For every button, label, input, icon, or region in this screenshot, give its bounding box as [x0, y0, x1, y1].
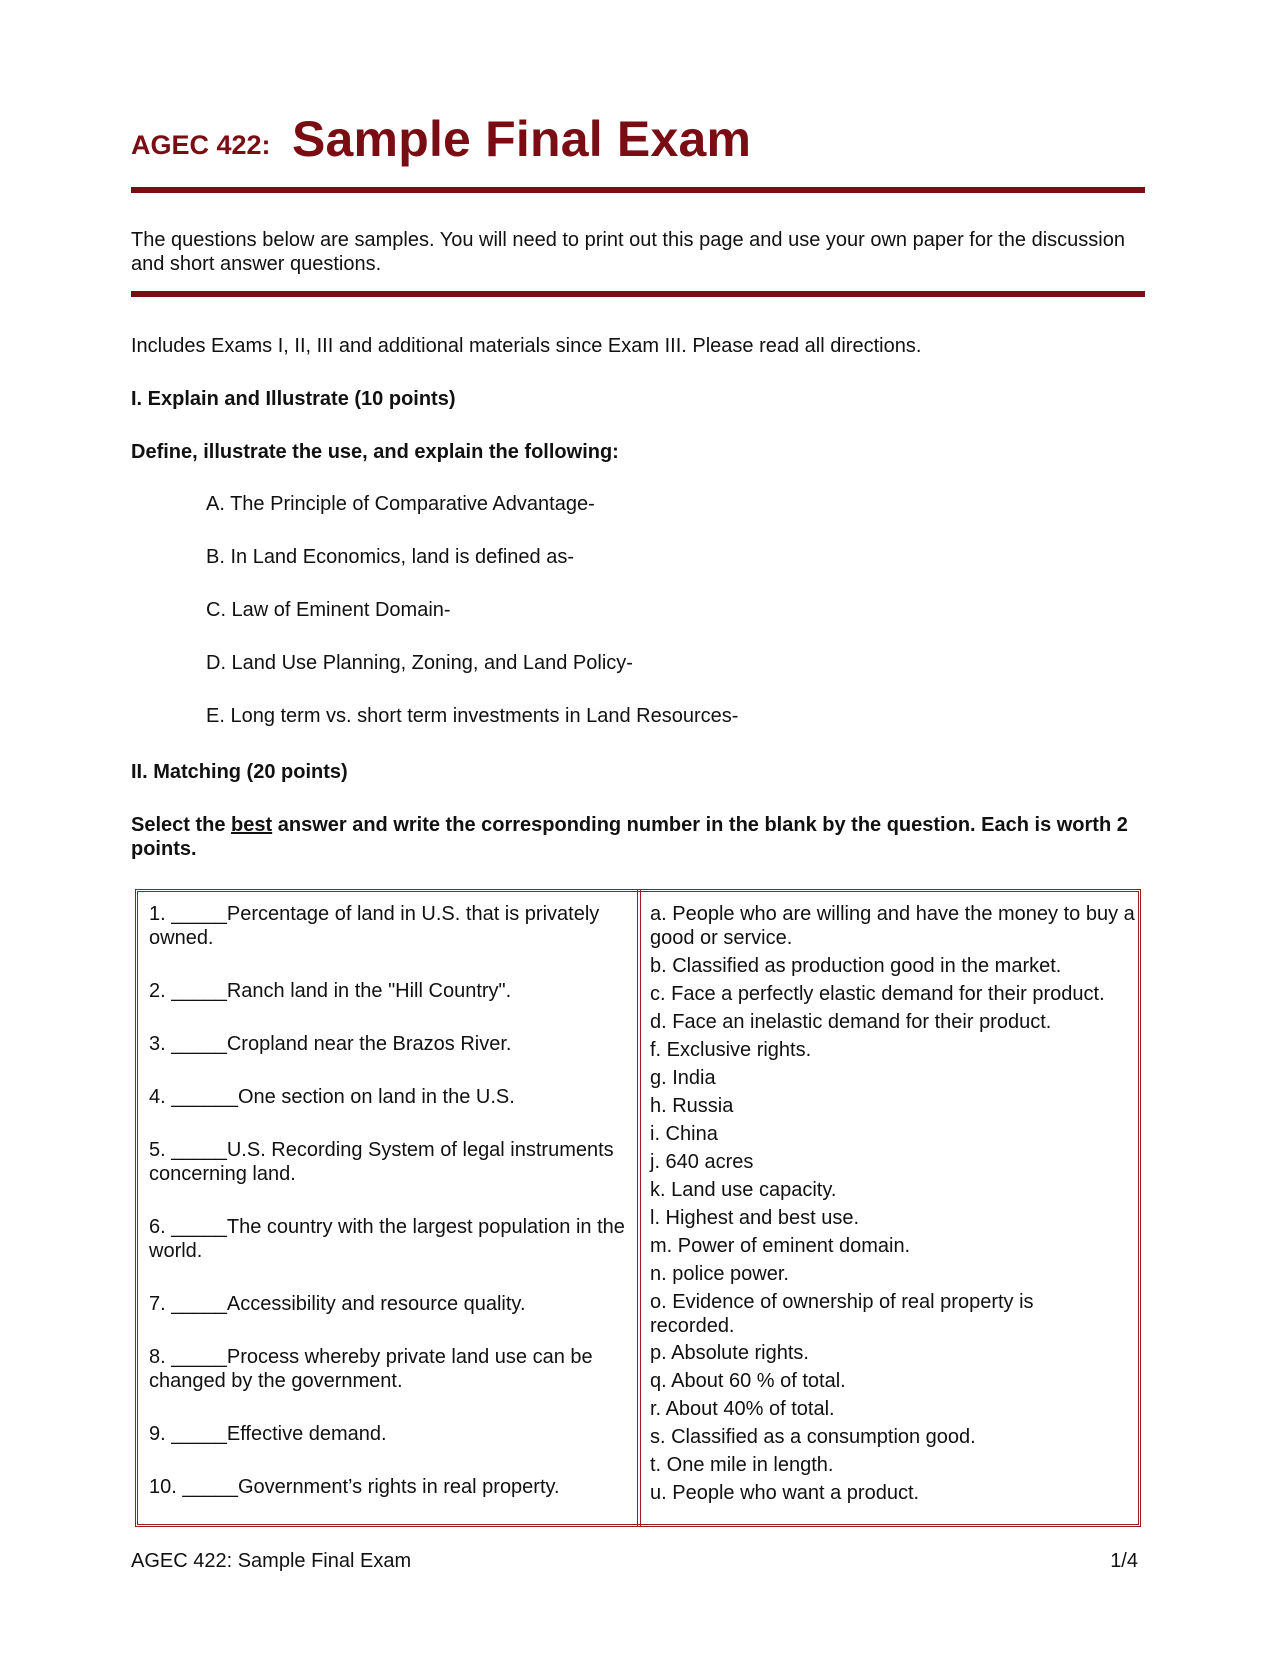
- section1-directions: Define, illustrate the use, and explain the following:: [131, 441, 619, 463]
- matching-table-divider: [637, 889, 641, 1527]
- matching-question: 8. _____Process whereby private land use can be changed by the government.: [149, 1346, 593, 1392]
- matching-question: 6. _____The country with the largest population in the world.: [149, 1216, 625, 1262]
- matching-answer: a. People who are willing and have the money to buy a good or service.: [650, 903, 1135, 949]
- explain-item-c: C. Law of Eminent Domain-: [206, 599, 451, 621]
- matching-answer: k. Land use capacity.: [650, 1179, 837, 1201]
- matching-answer: q. About 60 % of total.: [650, 1370, 846, 1392]
- intro-rule: [131, 291, 1145, 297]
- footer-title: AGEC 422: Sample Final Exam: [131, 1550, 412, 1572]
- directions-emphasis: best: [231, 814, 273, 836]
- header-rule: [131, 187, 1145, 193]
- course-code: AGEC 422:: [131, 130, 271, 160]
- directions-pre: Select the: [131, 814, 232, 836]
- matching-answer: g. India: [650, 1067, 716, 1089]
- matching-answer: j. 640 acres: [650, 1151, 754, 1173]
- explain-item-a: A. The Principle of Comparative Advantage-: [206, 493, 595, 515]
- matching-question: 2. _____Ranch land in the "Hill Country".: [149, 980, 512, 1002]
- matching-answer: d. Face an inelastic demand for their product.: [650, 1011, 1052, 1033]
- matching-answer: f. Exclusive rights.: [650, 1039, 812, 1061]
- footer-page-number: 1/4: [1110, 1550, 1138, 1572]
- explain-item-d: D. Land Use Planning, Zoning, and Land Policy-: [206, 652, 633, 674]
- matching-answer: b. Classified as production good in the market.: [650, 955, 1062, 977]
- matching-answer: l. Highest and best use.: [650, 1207, 860, 1229]
- matching-answer: n. police power.: [650, 1263, 789, 1285]
- directions-post: answer and write the corresponding number in the blank by the question. Each is worth 2 points.: [131, 814, 1128, 860]
- section2-heading: II. Matching (20 points): [131, 761, 348, 783]
- matching-question: 1. _____Percentage of land in U.S. that is privately owned.: [149, 903, 600, 949]
- page-title: Sample Final Exam: [292, 111, 752, 167]
- explain-item-b: B. In Land Economics, land is defined as-: [206, 546, 574, 568]
- matching-question: 7. _____Accessibility and resource quality.: [149, 1293, 526, 1315]
- matching-question: 9. _____Effective demand.: [149, 1423, 387, 1445]
- section2-directions: [131, 813, 1141, 861]
- matching-answer: h. Russia: [650, 1095, 734, 1117]
- matching-answer: m. Power of eminent domain.: [650, 1235, 911, 1257]
- matching-answer: p. Absolute rights.: [650, 1342, 809, 1364]
- matching-answer: c. Face a perfectly elastic demand for their product.: [650, 983, 1105, 1005]
- section1-heading: I. Explain and Illustrate (10 points): [131, 388, 456, 410]
- matching-answer: o. Evidence of ownership of real property is recorded.: [650, 1291, 1034, 1337]
- matching-question: 3. _____Cropland near the Brazos River.: [149, 1033, 512, 1055]
- matching-answer: u. People who want a product.: [650, 1482, 920, 1504]
- matching-answer: i. China: [650, 1123, 718, 1145]
- matching-question: 4. ______One section on land in the U.S.: [149, 1086, 515, 1108]
- matching-question: 10. _____Government’s rights in real property.: [149, 1476, 560, 1498]
- includes-text: Includes Exams I, II, III and additional materials since Exam III. Please read all directions.: [131, 335, 922, 357]
- matching-answer: r. About 40% of total.: [650, 1398, 835, 1420]
- explain-item-e: E. Long term vs. short term investments in Land Resources-: [206, 705, 739, 727]
- matching-question: 5. _____U.S. Recording System of legal instruments concerning land.: [149, 1139, 614, 1185]
- intro-text: The questions below are samples. You will need to print out this page and use your own paper for the discussion and short answer questions.: [131, 229, 1125, 275]
- matching-answer: t. One mile in length.: [650, 1454, 834, 1476]
- matching-answer: s. Classified as a consumption good.: [650, 1426, 976, 1448]
